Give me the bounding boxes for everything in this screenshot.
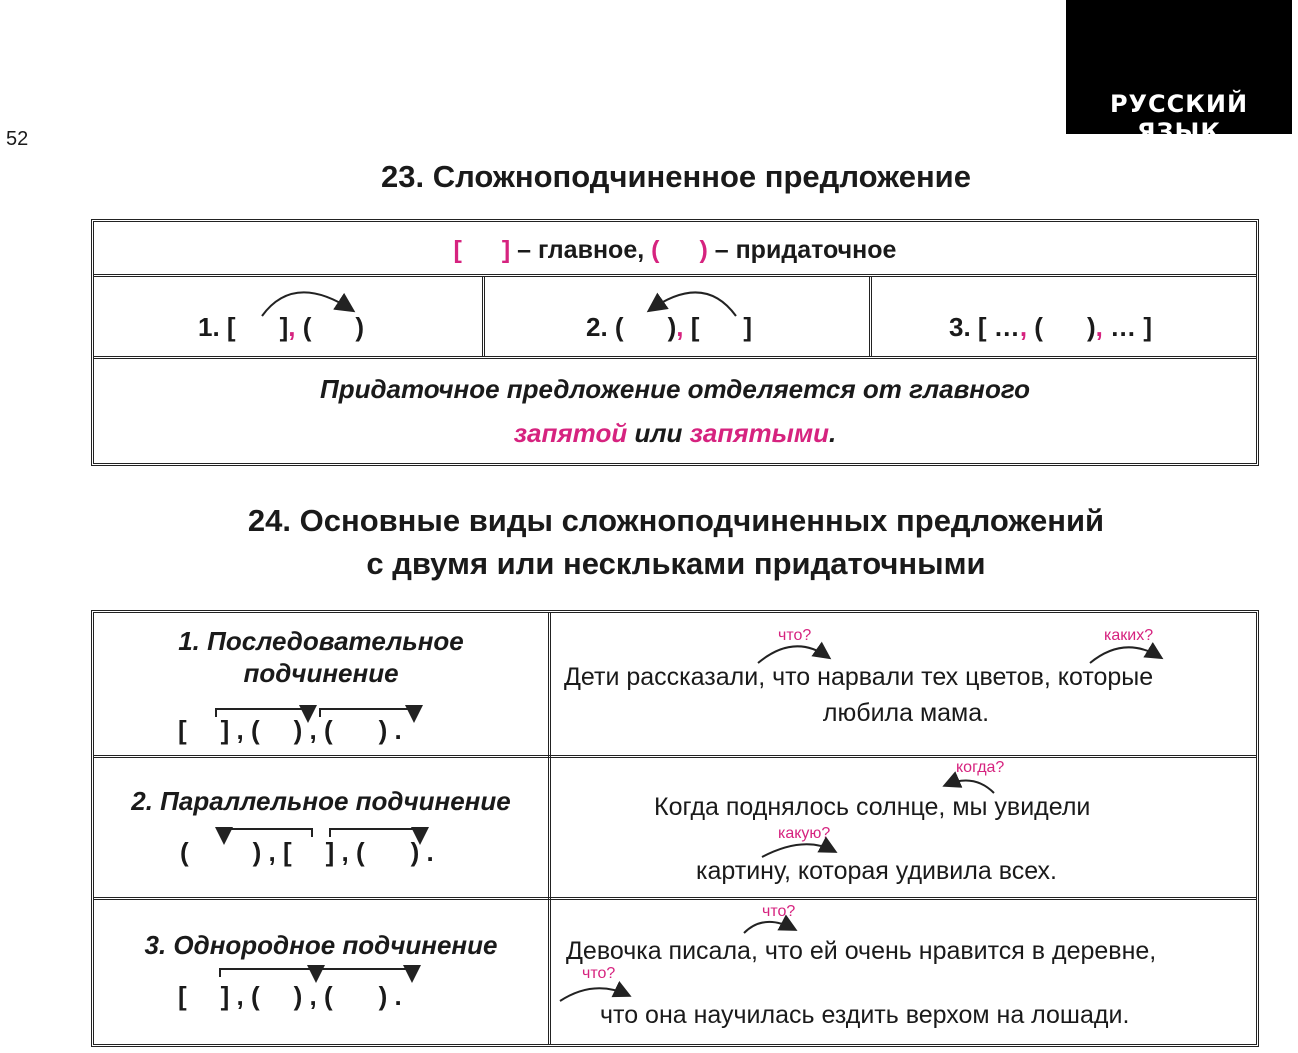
sub-paren-open: ( bbox=[651, 236, 660, 264]
row2-schema: ( ) , [ ] , ( ) . bbox=[180, 837, 434, 867]
section-24-title-line1: 24. Основные виды сложноподчиненных предложений bbox=[247, 503, 1105, 538]
main-bracket-open: [ bbox=[453, 236, 462, 264]
row2-bracket-1-icon bbox=[224, 829, 312, 839]
row2-arc-1-icon bbox=[946, 781, 994, 794]
row1-example-line1: Дети рассказали, что нарвали тех цветов, которые bbox=[564, 663, 1154, 691]
row1-arc-1-icon bbox=[758, 646, 828, 663]
row1-schema: [ ] , ( ) , ( ) . bbox=[178, 715, 402, 745]
row2-bracket-2-icon bbox=[330, 829, 420, 839]
arrow-1-icon bbox=[262, 292, 352, 316]
row2-question-1: когда? bbox=[956, 759, 1005, 776]
row2-question-2: какую? bbox=[778, 825, 831, 842]
row1-title-line1: 1. Последовательное bbox=[178, 626, 464, 656]
row2-example-line1: Когда поднялось солнце, мы увидели bbox=[654, 793, 1091, 821]
row3-title: 3. Однородное подчинение bbox=[144, 930, 498, 960]
subject-header-box bbox=[1066, 0, 1292, 146]
row3-arc-2-icon bbox=[560, 988, 628, 1001]
scheme-2: 2. ( ), [ ] bbox=[586, 312, 753, 342]
row1-title-line2: подчинение bbox=[243, 658, 399, 688]
row1-bracket-1-icon bbox=[216, 709, 308, 717]
subject-label: РУССКИЙ ЯЗЫК bbox=[1109, 90, 1249, 146]
row1-question-2: каких? bbox=[1104, 627, 1154, 644]
rule-line1: Придаточное предложение отделяется от главного bbox=[320, 374, 1030, 404]
scheme-1: 1. [ ], ( ) bbox=[198, 312, 365, 342]
legend-main-text: – главное, bbox=[517, 236, 645, 264]
table-23 bbox=[91, 219, 1259, 466]
row2-arc-2-icon bbox=[762, 844, 834, 857]
arrow-2-icon bbox=[650, 292, 736, 316]
row3-question-1: что? bbox=[762, 903, 796, 920]
section-23-title: 23. Сложноподчиненное предложение bbox=[381, 159, 971, 194]
scheme-3: 3. [ …, ( ), … ] bbox=[949, 312, 1152, 342]
row2-example-line2: картину, которая удивила всех. bbox=[696, 857, 1057, 885]
legend-sub-text: – придаточное bbox=[714, 236, 897, 264]
page-number: 52 bbox=[6, 128, 29, 150]
row1-example-line2: любила мама. bbox=[822, 699, 990, 727]
table-24-diagram-marks bbox=[94, 613, 1262, 1050]
main-bracket-close: ] bbox=[501, 236, 511, 264]
row3-example-line1: Девочка писала, что ей очень нравится в деревне, bbox=[566, 937, 1157, 965]
row1-bracket-2-icon bbox=[320, 709, 414, 717]
row3-example-line2: что она научилась ездить верхом на лошади. bbox=[600, 1001, 1130, 1029]
row1-question-1: что? bbox=[778, 627, 812, 644]
sub-paren-close: ) bbox=[699, 236, 708, 264]
row2-title: 2. Параллельное подчинение bbox=[131, 786, 511, 816]
row3-question-2: что? bbox=[582, 965, 616, 982]
row1-arc-2-icon bbox=[1090, 647, 1160, 663]
rule-line2: запятой или запятыми. bbox=[513, 418, 837, 448]
row3-schema: [ ] , ( ) , ( ) . bbox=[178, 981, 402, 1011]
section-24-title-line2: с двумя или нескльками придаточными bbox=[366, 546, 986, 581]
table-24 bbox=[91, 610, 1259, 1047]
row3-arc-1-icon bbox=[744, 922, 794, 933]
